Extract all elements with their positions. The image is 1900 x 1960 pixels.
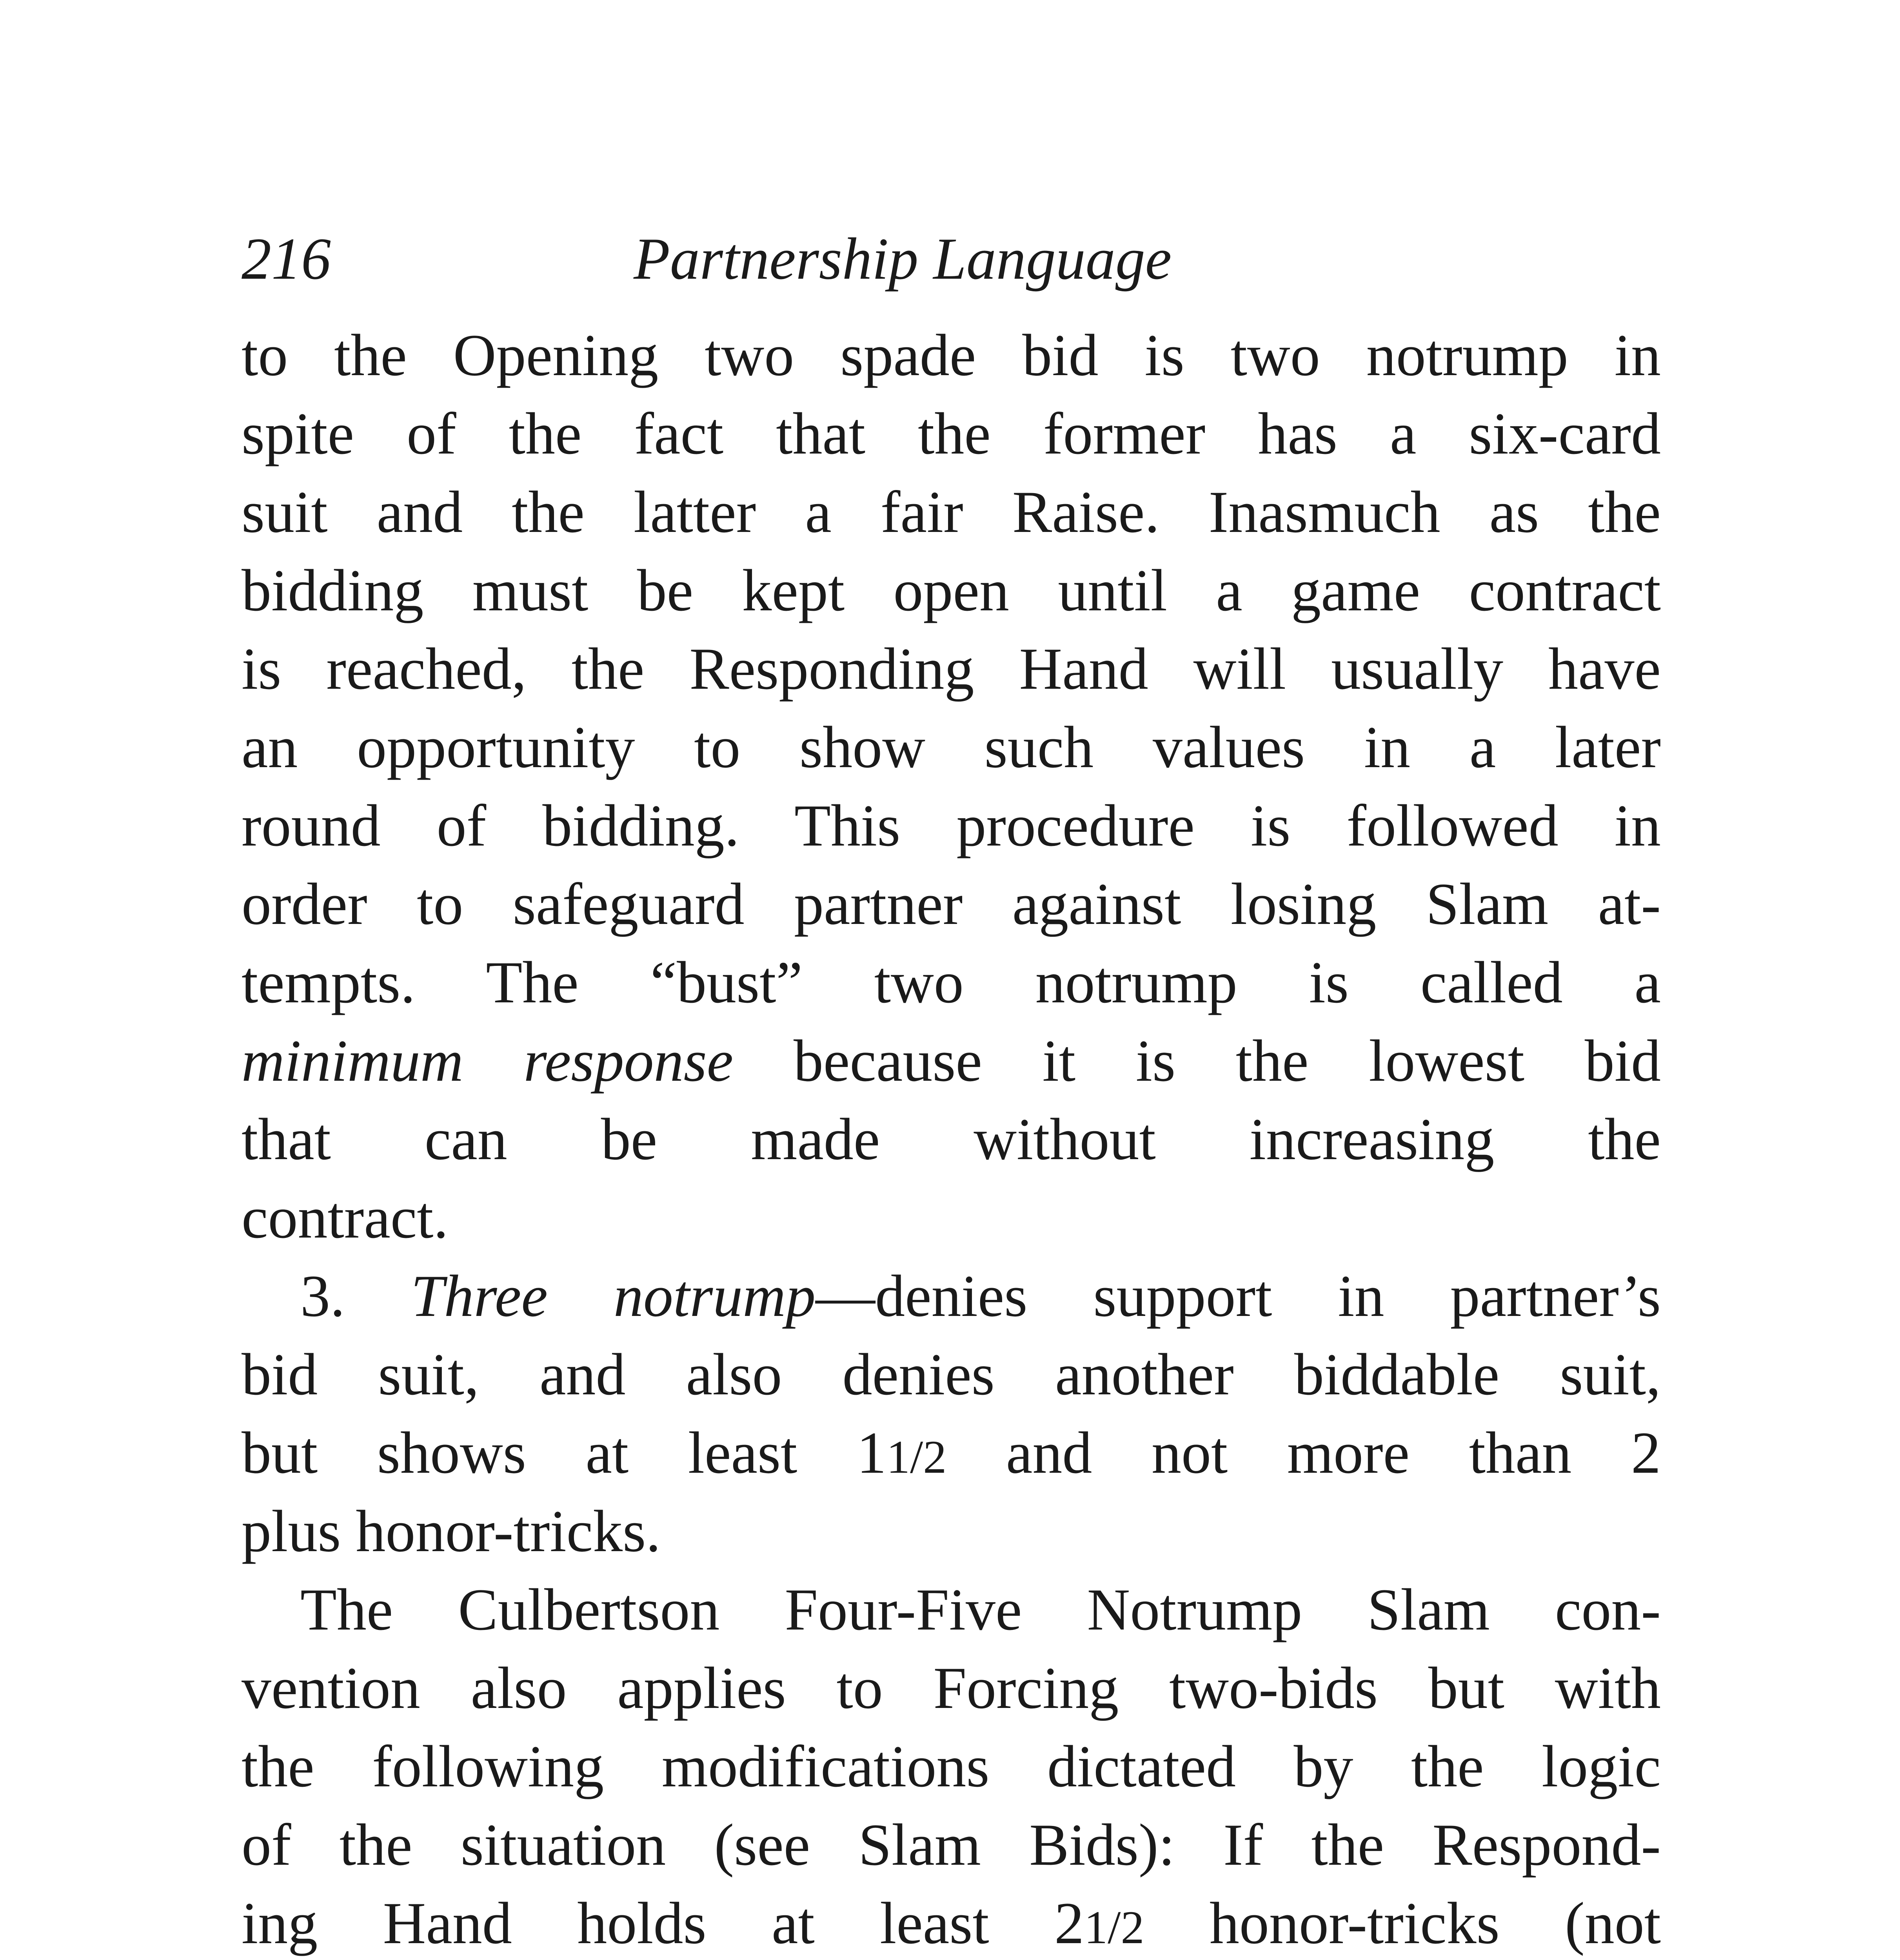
- page-number: 216: [242, 226, 331, 292]
- text-line: but shows at least 11/2 and not more than 2: [242, 1420, 1661, 1486]
- text-line: tempts. The “bust” two notrump is called a: [242, 949, 1661, 1015]
- italic-term: Three notrump: [411, 1263, 816, 1329]
- text-line: round of bidding. This procedure is followed in: [242, 793, 1661, 858]
- fraction: 1/2: [886, 1431, 947, 1483]
- page-header: [242, 220, 1661, 298]
- text-line: bidding must be kept open until a game contract: [242, 557, 1661, 623]
- text-line: the following modifications dictated by the logic: [242, 1733, 1661, 1799]
- text-line: The Culbertson Four-Five Notrump Slam con-: [300, 1577, 1661, 1642]
- text-line: ing Hand holds at least 21/2 honor-tricks (not: [242, 1890, 1661, 1956]
- running-title: Partnership Language: [634, 226, 1172, 292]
- text-line: spite of the fact that the former has a six-card: [242, 401, 1661, 466]
- text-line: vention also applies to Forcing two-bids but with: [242, 1655, 1661, 1721]
- text-line: of the situation (see Slam Bids): If the Respond-: [242, 1812, 1661, 1878]
- text-line: contract.: [242, 1185, 449, 1250]
- text-line: minimum response because it is the lowest bid: [242, 1028, 1661, 1094]
- text-line: order to safeguard partner against losing Slam at-: [242, 871, 1661, 937]
- body-text: [242, 316, 1661, 1960]
- text-line: bid suit, and also denies another biddable suit,: [242, 1341, 1661, 1407]
- italic-term: minimum response: [242, 1028, 734, 1094]
- fraction: 1/2: [1084, 1901, 1144, 1953]
- text-line: an opportunity to show such values in a later: [242, 714, 1661, 780]
- text-line: suit and the latter a fair Raise. Inasmuch as the: [242, 479, 1661, 545]
- text-line: that can be made without increasing the: [242, 1106, 1661, 1172]
- text-line: plus honor-tricks.: [242, 1498, 661, 1564]
- text-line: to the Opening two spade bid is two notrump in: [242, 322, 1661, 388]
- text-line: 3. Three notrump—denies support in partner’s: [300, 1263, 1661, 1329]
- text-line: is reached, the Responding Hand will usually have: [242, 636, 1661, 702]
